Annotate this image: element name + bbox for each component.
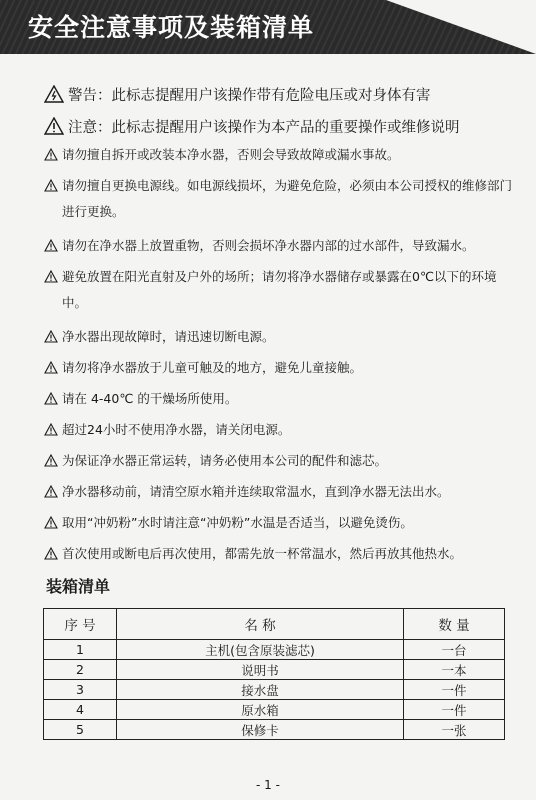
caution-icon	[44, 547, 58, 560]
table-row: 2 说明书 一本	[44, 660, 505, 680]
safety-note: 请勿擅自更换电源线。如电源线损坏，为避免危险，必须由本公司授权的维修部门进行更换。	[44, 177, 514, 225]
caution-icon	[44, 330, 58, 343]
table-row: 5 保修卡 一张	[44, 720, 505, 740]
safety-note: 请勿在净水器上放置重物，否则会损坏净水器内部的过水部件，导致漏水。	[44, 237, 514, 254]
table-row: 1 主机(包含原装滤芯) 一台	[44, 640, 505, 660]
header-no: 序 号	[44, 609, 117, 640]
caution-icon	[44, 179, 58, 192]
safety-notes	[44, 146, 514, 576]
safety-note: 取用“冲奶粉”水时请注意“冲奶粉”水温是否适当，以避免烫伤。	[44, 514, 514, 531]
table-row: 3 接水盘 一件	[44, 680, 505, 700]
packing-list-title: 装箱清单	[46, 577, 111, 596]
safety-note: 请勿擅自拆开或改装本净水器，否则会导致故障或漏水事故。	[44, 146, 514, 163]
safety-note: 请勿将净水器放于儿童可触及的地方，避免儿童接触。	[44, 359, 514, 376]
caution-icon	[44, 392, 58, 405]
header-qty: 数 量	[404, 609, 505, 640]
header-name: 名 称	[117, 609, 404, 640]
caution-icon	[44, 117, 64, 135]
safety-note: 避免放置在阳光直射及户外的场所；请勿将净水器储存或暴露在0℃以下的环境中。	[44, 268, 514, 316]
safety-note: 请在 4-40℃ 的干燥场所使用。	[44, 390, 514, 407]
legend-caution	[44, 110, 460, 142]
safety-note: 净水器移动前，请清空原水箱并连续取常温水，直到净水器无法出水。	[44, 483, 514, 500]
caution-icon	[44, 454, 58, 467]
safety-note: 超过24小时不使用净水器，请关闭电源。	[44, 421, 514, 438]
header-banner	[0, 0, 536, 54]
symbol-legend	[44, 78, 460, 142]
caution-icon	[44, 361, 58, 374]
page-number: - 1 -	[256, 778, 280, 792]
caution-icon	[44, 239, 58, 252]
caution-icon	[44, 423, 58, 436]
caution-icon	[44, 270, 58, 283]
banner-corner	[386, 0, 536, 54]
legend-caution-text: 注意：此标志提醒用户该操作为本产品的重要操作或维修说明	[68, 119, 460, 136]
safety-note: 净水器出现故障时，请迅速切断电源。	[44, 328, 514, 345]
caution-icon	[44, 516, 58, 529]
safety-note: 为保证净水器正常运转，请务必使用本公司的配件和滤芯。	[44, 452, 514, 469]
caution-icon	[44, 485, 58, 498]
caution-icon	[44, 148, 58, 161]
electric-warning-icon	[44, 85, 64, 103]
table-row: 4 原水箱 一件	[44, 700, 505, 720]
table-header-row	[44, 609, 505, 640]
safety-note: 首次使用或断电后再次使用，都需先放一杯常温水，然后再放其他热水。	[44, 545, 514, 562]
packing-table	[43, 608, 505, 740]
page-title: 安全注意事项及装箱清单	[28, 13, 315, 42]
legend-warning	[44, 78, 460, 110]
legend-warning-text: 警告：此标志提醒用户该操作带有危险电压或对身体有害	[68, 87, 431, 104]
